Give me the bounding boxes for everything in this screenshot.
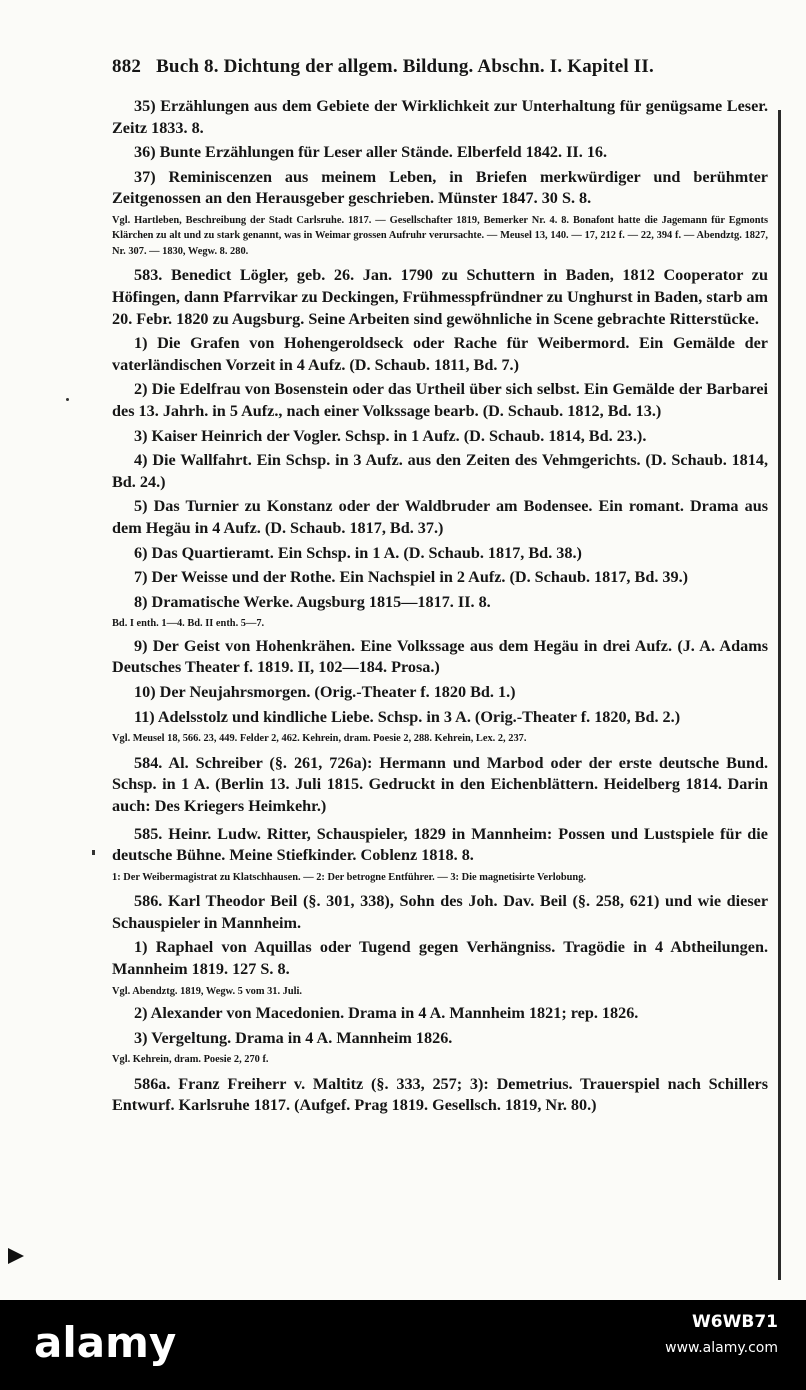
page-edge-shadow [778,110,781,1280]
entry-585: 585. Heinr. Ludw. Ritter, Schauspieler, 1829 in Mannheim: Possen und Lustspiele für die deutsche Bühne. Meine Stiefkinder. Coblenz 1818. 8. [112,824,768,865]
scan-speck [66,398,69,401]
scan-speck [92,850,95,855]
list-item: 8) Dramatische Werke. Augsburg 1815—1817. II. 8. [134,592,491,611]
list-item: 1) Raphael von Aquillas oder Tugend gegen Verhängniss. Tragödie in 4 Abtheilungen. Mannheim 1819. 127 S. 8. [112,938,768,978]
list-item: 7) Der Weisse und der Rothe. Ein Nachspiel in 2 Aufz. (D. Schaub. 1817, Bd. 39.) [134,568,689,587]
running-title: Buch 8. Dichtung der allgem. Bildung. Abschn. I. Kapitel II. [156,56,654,77]
list-item: 4) Die Wallfahrt. Ein Schsp. in 3 Aufz. aus den Zeiten des Vehmgerichts. (D. Schaub. 1814, Bd. 24.) [112,451,768,491]
entry-583: 583. Benedict Lögler, geb. 26. Jan. 1790 zu Schuttern in Baden, 1812 Cooperator zu Höfingen, dann Pfarrvikar zu Deckingen, Frühmesspfründner zu Unghurst in Baden, starb am 20. Febr. 1820 zu Augsburg. Seine Arbeiten sind gewöhnliche in Scene gebrachte Ritterstücke. [112,266,768,328]
page-number: 882 [112,56,142,77]
entry-586: 586. Karl Theodor Beil (§. 301, 338), Sohn des Joh. Dav. Beil (§. 258, 621) und wie dieser Schauspieler in Mannheim. [112,892,768,932]
list-item: 9) Der Geist von Hohenkrähen. Eine Volkssage aus dem Hegäu in drei Aufz. (J. A. Adams Deutsches Theater f. 1819. II, 102—184. Prosa.) [112,636,768,677]
list-item: 5) Das Turnier zu Konstanz oder der Waldbruder am Bodensee. Ein romant. Drama aus dem Hegäu in 4 Aufz. (D. Schaub. 1817, Bd. 37.) [112,497,768,537]
list-item: 2) Die Edelfrau von Bosenstein oder das Urtheil über sich selbst. Ein Gemälde der Barbarei des 13. Jahrh. in 5 Aufz., nach einer Volkssage bearb. (D. Schaub. 1812, Bd. 13.) [112,380,768,421]
list-item: 2) Alexander von Macedonien. Drama in 4 A. Mannheim 1821; rep. 1826. [134,1004,639,1023]
watermark-bar [0,1300,806,1390]
list-item: 1) Die Grafen von Hohengeroldseck oder Rache für Weibermord. Ein Gemälde der vaterländischen Vorzeit in 4 Aufz. (D. Schaub. 1811, Bd. 7.) [112,334,768,374]
footnote: Bd. I enth. 1—4. Bd. II enth. 5—7. [112,618,265,630]
footnote: Vgl. Hartleben, Beschreibung der Stadt Carlsruhe. 1817. — Gesellschafter 1819, Bemerker Nr. 4. 8. Bonafont hatte die Jagemann für Egmonts Klärchen zu alt und zu stark genannt, was in Weimar grossen Aufruhr verursachte. — Meusel 13, 140. — 17, 212 f. — 22, 394 f. — Abendztg. 1827, Nr. 307. — 1830, Wegw. 8. 280. [112,214,768,257]
list-item: 6) Das Quartieramt. Ein Schsp. in 1 A. (D. Schaub. 1817, Bd. 38.) [134,543,582,562]
footnote: Vgl. Meusel 18, 566. 23, 449. Felder 2, 462. Kehrein, dram. Poesie 2, 288. Kehrein, Lex. 2, 237. [112,733,527,745]
site-url[interactable]: www.alamy.com [665,1340,778,1356]
page-header [112,56,762,78]
image-id: W6WB71 [692,1312,778,1332]
list-item: 35) Erzählungen aus dem Gebiete der Wirklichkeit zur Unterhaltung für genügsame Leser. Zeitz 1833. 8. [112,97,768,137]
page-body [112,96,768,1120]
image-reference [665,1312,778,1356]
list-item: 3) Vergeltung. Drama in 4 A. Mannheim 1826. [134,1028,453,1047]
list-item: 3) Kaiser Heinrich der Vogler. Schsp. in 1 Aufz. (D. Schaub. 1814, Bd. 23.). [134,426,647,445]
footnote: 1: Der Weibermagistrat zu Klatschhausen. — 2: Der betrogne Entführer. — 3: Die magnetisirte Verlobung. [112,871,586,883]
list-item: 11) Adelsstolz und kindliche Liebe. Schsp. in 3 A. (Orig.-Theater f. 1820, Bd. 2.) [134,707,681,726]
list-item: 37) Reminiscenzen aus meinem Leben, in Briefen merkwürdiger und berühmter Zeitgenossen an den Herausgeber geschrieben. Münster 1847. 30 S. 8. [112,167,768,208]
list-item: 10) Der Neujahrsmorgen. (Orig.-Theater f. 1820 Bd. 1.) [134,683,516,702]
triangle-marker-icon [8,1248,24,1264]
entry-584: 584. Al. Schreiber (§. 261, 726a): Hermann und Marbod oder der erste deutsche Bund. Schsp. in 1 A. (Berlin 13. Juli 1815. Gedruckt in den Eichenblättern. Heidelberg 1814. Darin auch: Des Kriegers Heimkehr.) [112,753,768,815]
entry-586a: 586a. Franz Freiherr v. Maltitz (§. 333, 257; 3): Demetrius. Trauerspiel nach Schillers Entwurf. Karlsruhe 1817. (Aufgef. Prag 1819. Gesellsch. 1819, Nr. 80.) [112,1074,768,1115]
list-item: 36) Bunte Erzählungen für Leser aller Stände. Elberfeld 1842. II. 16. [134,143,608,162]
footnote: Vgl. Abendztg. 1819, Wegw. 5 vom 31. Juli. [112,985,303,997]
brand-logo: alamy [34,1318,177,1367]
footnote: Vgl. Kehrein, dram. Poesie 2, 270 f. [112,1054,269,1066]
